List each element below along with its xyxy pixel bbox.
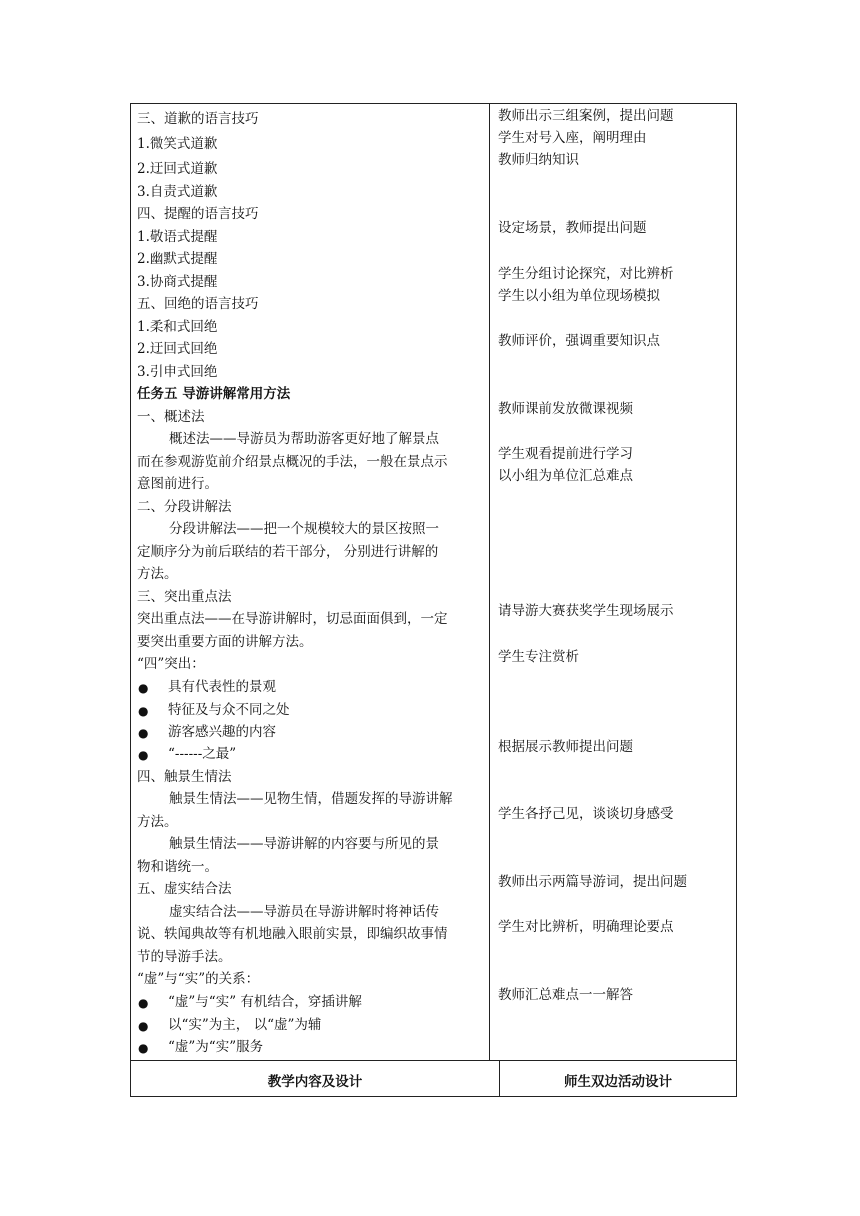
bullet-item: 以“实”为主， 以“虚”为辅 bbox=[168, 1017, 322, 1033]
activity-line: 学生分组讨论探究，对比辨析 bbox=[498, 266, 674, 282]
activity-line: 学生各抒己见，谈谈切身感受 bbox=[498, 806, 674, 822]
list-item: 1.柔和式回绝 bbox=[137, 319, 218, 335]
activity-line: 学生专注赏析 bbox=[498, 649, 579, 665]
task-title: 任务五 导游讲解常用方法 bbox=[137, 386, 291, 402]
bullet-icon: ● bbox=[138, 748, 149, 762]
list-item: 1.微笑式道歉 bbox=[137, 136, 218, 152]
activity-line: 教师归纳知识 bbox=[498, 152, 579, 168]
paragraph-line: 定顺序分为前后联结的若干部分， 分别进行讲解的 bbox=[137, 544, 439, 560]
bullet-item: 特征及与众不同之处 bbox=[168, 702, 290, 718]
section-heading: 五、回绝的语言技巧 bbox=[137, 296, 259, 312]
paragraph-line: 物和谐统一。 bbox=[137, 859, 218, 875]
activity-line: 教师出示三组案例，提出问题 bbox=[498, 108, 674, 124]
column-divider-upper bbox=[489, 103, 490, 1060]
footer-row-top-border bbox=[130, 1060, 737, 1061]
paragraph-line: 节的导游手法。 bbox=[137, 949, 232, 965]
activity-line: 教师评价，强调重要知识点 bbox=[498, 333, 660, 349]
bullet-icon: ● bbox=[138, 1041, 149, 1055]
activity-line: 请导游大赛获奖学生现场展示 bbox=[498, 603, 674, 619]
activity-line: 根据展示教师提出问题 bbox=[498, 739, 633, 755]
list-item: 2.幽默式提醒 bbox=[137, 251, 218, 267]
paragraph-line: 触景生情法——见物生情，借题发挥的导游讲解 bbox=[169, 791, 453, 807]
activity-line: 以小组为单位汇总难点 bbox=[498, 468, 633, 484]
table-border-right bbox=[736, 103, 737, 1097]
bullet-icon: ● bbox=[138, 1019, 149, 1033]
section-heading: 三、道歉的语言技巧 bbox=[137, 111, 259, 127]
section-heading: 四、提醒的语言技巧 bbox=[137, 206, 259, 222]
activity-line: 教师出示两篇导游词，提出问题 bbox=[498, 874, 687, 890]
section-heading: 三、突出重点法 bbox=[137, 589, 232, 605]
paragraph-line: 突出重点法——在导游讲解时，切忌面面俱到，一定 bbox=[137, 611, 448, 627]
bullet-icon: ● bbox=[138, 704, 149, 718]
bullet-item: 游客感兴趣的内容 bbox=[168, 724, 276, 740]
activity-line: 教师汇总难点一一解答 bbox=[498, 987, 633, 1003]
section-heading: 四、触景生情法 bbox=[137, 769, 232, 785]
list-item: 1.敬语式提醒 bbox=[137, 229, 218, 245]
table-border-top bbox=[130, 103, 737, 104]
activity-line: 学生观看提前进行学习 bbox=[498, 446, 633, 462]
paragraph-line: 意图前进行。 bbox=[137, 476, 218, 492]
bullet-item: 具有代表性的景观 bbox=[168, 679, 276, 695]
paragraph-line: 触景生情法——导游讲解的内容要与所见的景 bbox=[169, 836, 439, 852]
bullet-item: “虚”为“实”服务 bbox=[168, 1039, 264, 1055]
bullet-icon: ● bbox=[138, 996, 149, 1010]
paragraph-line: 虚实结合法——导游员在导游讲解时将神话传 bbox=[169, 904, 439, 920]
column-header-teaching-content: 教学内容及设计 bbox=[267, 1074, 363, 1090]
activity-line: 教师课前发放微课视频 bbox=[498, 401, 633, 417]
paragraph-line: 概述法——导游员为帮助游客更好地了解景点 bbox=[169, 431, 439, 447]
table-border-bottom bbox=[130, 1096, 737, 1097]
section-heading: 五、虚实结合法 bbox=[137, 881, 232, 897]
paragraph-line: 要突出重要方面的讲解方法。 bbox=[137, 634, 313, 650]
column-header-activity-design: 师生双边活动设计 bbox=[564, 1074, 672, 1090]
section-heading: 二、分段讲解法 bbox=[137, 499, 232, 515]
bullet-item: “虚”与“实” 有机结合，穿插讲解 bbox=[168, 994, 362, 1010]
table-border-left bbox=[130, 103, 131, 1097]
bullet-icon: ● bbox=[138, 726, 149, 740]
activity-line: 学生对号入座，阐明理由 bbox=[498, 130, 647, 146]
paragraph-line: 方法。 bbox=[137, 566, 178, 582]
list-item: 2.迂回式道歉 bbox=[137, 161, 218, 177]
activity-line: 学生以小组为单位现场模拟 bbox=[498, 288, 660, 304]
paragraph-line: 方法。 bbox=[137, 814, 178, 830]
list-item: 3.协商式提醒 bbox=[137, 274, 218, 290]
bullet-icon: ● bbox=[138, 681, 149, 695]
list-item: 3.自责式道歉 bbox=[137, 184, 218, 200]
paragraph-line: 而在参观游览前介绍景点概况的手法，一般在景点示 bbox=[137, 454, 448, 470]
subheading: “四”突出： bbox=[137, 656, 205, 672]
activity-line: 学生对比辨析，明确理论要点 bbox=[498, 919, 674, 935]
paragraph-line: 说、轶闻典故等有机地融入眼前实景，即编织故事情 bbox=[137, 926, 448, 942]
list-item: 2.迂回式回绝 bbox=[137, 341, 218, 357]
section-heading: 一、概述法 bbox=[137, 409, 205, 425]
activity-line: 设定场景，教师提出问题 bbox=[498, 220, 647, 236]
paragraph-line: 分段讲解法——把一个规模较大的景区按照一 bbox=[169, 521, 439, 537]
list-item: 3.引申式回绝 bbox=[137, 364, 218, 380]
subheading: “虚”与“实”的关系： bbox=[137, 971, 260, 987]
bullet-item: “------之最” bbox=[168, 746, 237, 762]
